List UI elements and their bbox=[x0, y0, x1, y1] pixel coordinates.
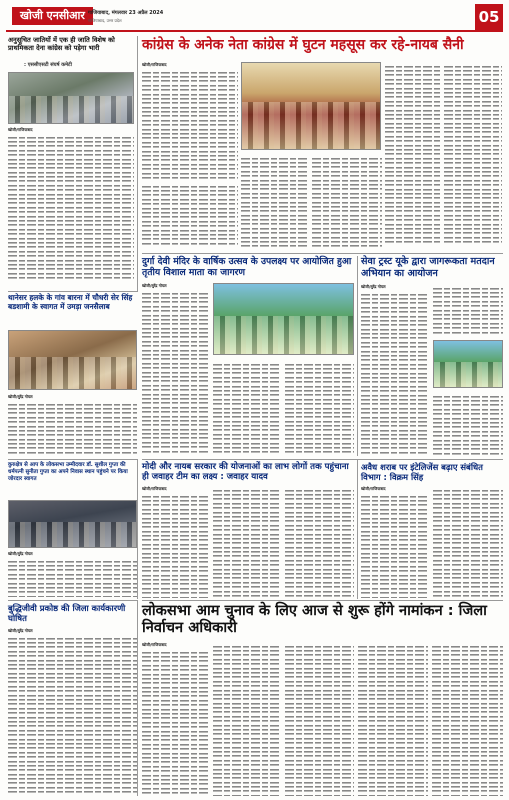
article-1-headline: अनुसूचित जातियों में एक ही जाति विशेष को प्राथमिकता देना कांग्रेस को पड़ेगा भारी bbox=[8, 36, 115, 53]
section-rule bbox=[8, 600, 137, 601]
page-number: 05 bbox=[475, 4, 503, 30]
sub-line: गाजियाबाद, उत्तर प्रदेश bbox=[88, 18, 122, 23]
article-3-byline: खोजी/सुरेंद्र गोयल bbox=[8, 394, 33, 399]
article-4-byline: खोजी/सुरेंद्र गोयल bbox=[142, 283, 167, 288]
article-2-body-col4 bbox=[385, 62, 441, 250]
text-lines bbox=[213, 488, 281, 598]
section-rule bbox=[142, 459, 503, 460]
column-rule bbox=[137, 36, 138, 292]
text-lines bbox=[312, 156, 382, 248]
article-2-byline: खोजी/गाजियाबाद bbox=[142, 62, 167, 67]
article-7-body-col1 bbox=[142, 486, 210, 598]
article-2-photo bbox=[241, 62, 381, 150]
article-4-body-col1 bbox=[142, 283, 210, 455]
article-8-body-col1 bbox=[361, 486, 429, 598]
text-lines bbox=[433, 286, 503, 334]
article-10-body-col2 bbox=[213, 642, 281, 796]
article-6-photo bbox=[8, 500, 137, 548]
article-9-byline: खोजी/सुरेंद्र गोयल bbox=[8, 628, 33, 633]
text-lines bbox=[433, 394, 503, 455]
article-1-byline: खोजी/गाजियाबाद bbox=[8, 127, 33, 132]
article-6-headline: कुरुक्षेत्र से आप के लोकसभा उम्मीदवार डॉ. सुशील गुप्ता की धर्मपत्नी सुनीता गुप्ता का अपने निवास स्थान पहुंचने पर किया जोरदार स्वागत bbox=[8, 462, 128, 482]
article-8-body-col2 bbox=[433, 486, 503, 598]
text-lines bbox=[142, 70, 238, 180]
text-lines bbox=[142, 650, 210, 796]
article-2-headline: कांग्रेस के अनेक नेता कांग्रेस में घुटन महसूस कर रहे-नायब सैनी bbox=[142, 37, 464, 53]
column-rule bbox=[137, 600, 138, 796]
article-10-byline: खोजी/गाजियाबाद bbox=[142, 642, 167, 647]
article-1-body bbox=[8, 127, 134, 287]
article-6-byline: खोजी/सुरेंद्र गोयल bbox=[8, 551, 33, 556]
article-3-body bbox=[8, 394, 137, 456]
text-lines bbox=[285, 488, 354, 598]
article-4-photo bbox=[213, 283, 354, 355]
masthead bbox=[6, 4, 503, 32]
section-rule bbox=[142, 600, 503, 601]
text-lines bbox=[361, 494, 429, 598]
text-lines bbox=[142, 494, 210, 598]
text-lines bbox=[358, 644, 428, 796]
column-rule bbox=[357, 459, 358, 599]
article-10-body-col3 bbox=[285, 642, 354, 796]
column-rule bbox=[137, 459, 138, 599]
section-rule bbox=[8, 459, 137, 460]
text-lines bbox=[285, 362, 354, 454]
article-6-body bbox=[8, 551, 137, 597]
article-2-body-col1 bbox=[142, 62, 238, 180]
text-lines bbox=[433, 488, 503, 598]
article-9-headline: बुद्धिजीवी प्रकोष्ठ की जिला कार्यकारणी घोषित bbox=[8, 603, 126, 624]
section-rule bbox=[8, 291, 137, 292]
text-lines bbox=[142, 291, 210, 453]
article-8-headline: अवैध शराब पर इंटेलिजेंस बढ़ाए संबंधित विभाग : विक्रम सिंह bbox=[361, 462, 483, 483]
article-7-byline: खोजी/गाजियाबाद bbox=[142, 486, 167, 491]
article-2-body-col3 bbox=[312, 154, 382, 250]
article-4-body-col2 bbox=[213, 360, 281, 455]
article-10-body-col4 bbox=[358, 642, 428, 796]
article-5-byline: खोजी/सुरेंद्र गोयल bbox=[361, 284, 386, 289]
article-8-byline: खोजी/गाजियाबाद bbox=[361, 486, 386, 491]
column-rule bbox=[357, 256, 358, 456]
text-lines bbox=[8, 559, 137, 597]
article-10-headline: लोकसभा आम चुनाव के लिए आज से शुरू होंगे नामांकन : जिला निर्वाचन अधिकारी bbox=[142, 602, 487, 636]
text-lines bbox=[8, 402, 137, 456]
article-7-body-col2 bbox=[213, 486, 281, 598]
article-2-body-col2 bbox=[241, 154, 309, 250]
article-10-body-col5 bbox=[432, 642, 503, 796]
text-lines bbox=[444, 64, 502, 244]
article-2-body-col5 bbox=[444, 62, 502, 250]
text-lines bbox=[385, 64, 441, 244]
article-4-body-col3 bbox=[285, 360, 354, 455]
text-lines bbox=[8, 135, 134, 280]
text-lines bbox=[142, 184, 238, 245]
article-5-body-col1 bbox=[361, 284, 429, 456]
text-lines bbox=[241, 156, 309, 248]
article-5-photo bbox=[433, 340, 503, 388]
text-lines bbox=[432, 644, 503, 796]
section-rule bbox=[142, 253, 503, 254]
text-lines bbox=[285, 644, 354, 796]
article-2-body-col1b bbox=[142, 182, 238, 250]
article-9-body bbox=[8, 628, 137, 796]
article-1-photo bbox=[8, 72, 134, 124]
article-5-headline: सेवा ट्रस्ट यूके द्वारा जागरूकता मतदान अभियान का आयोजन bbox=[361, 256, 495, 279]
article-7-body-col3 bbox=[285, 486, 354, 598]
article-5-body-col2 bbox=[433, 284, 503, 338]
article-10-body-col1 bbox=[142, 642, 210, 796]
article-5-body-col3 bbox=[433, 392, 503, 456]
text-lines bbox=[213, 644, 281, 796]
newspaper-name: खोजी एनसीआर bbox=[12, 7, 93, 25]
article-1-subhead: : एससीएसटी संघर्ष कमेटी bbox=[24, 62, 72, 68]
article-3-headline: थानेसर हलके के गांव बारना में चौधरी सेर सिंह बडशामी के स्वागत में उमड़ा जनसैलाब bbox=[8, 293, 133, 311]
date-line: गाजियाबाद, मंगलवार 23 अप्रैल 2024 bbox=[88, 10, 164, 16]
article-7-headline: मोदी और नायब सरकार की योजनाओं का लाभ लोगों तक पहुंचाना ही जवाहर टीम का लक्ष्य : जवाहर यादव bbox=[142, 462, 349, 483]
text-lines bbox=[361, 292, 429, 454]
article-4-headline: दुर्गा देवी मंदिर के वार्षिक उत्सव के उपलक्ष्य पर आयोजित हुआ तृतीय विशाल माता का जागरण bbox=[142, 256, 352, 279]
article-3-photo bbox=[8, 330, 137, 390]
text-lines bbox=[8, 636, 137, 794]
text-lines bbox=[213, 362, 281, 454]
